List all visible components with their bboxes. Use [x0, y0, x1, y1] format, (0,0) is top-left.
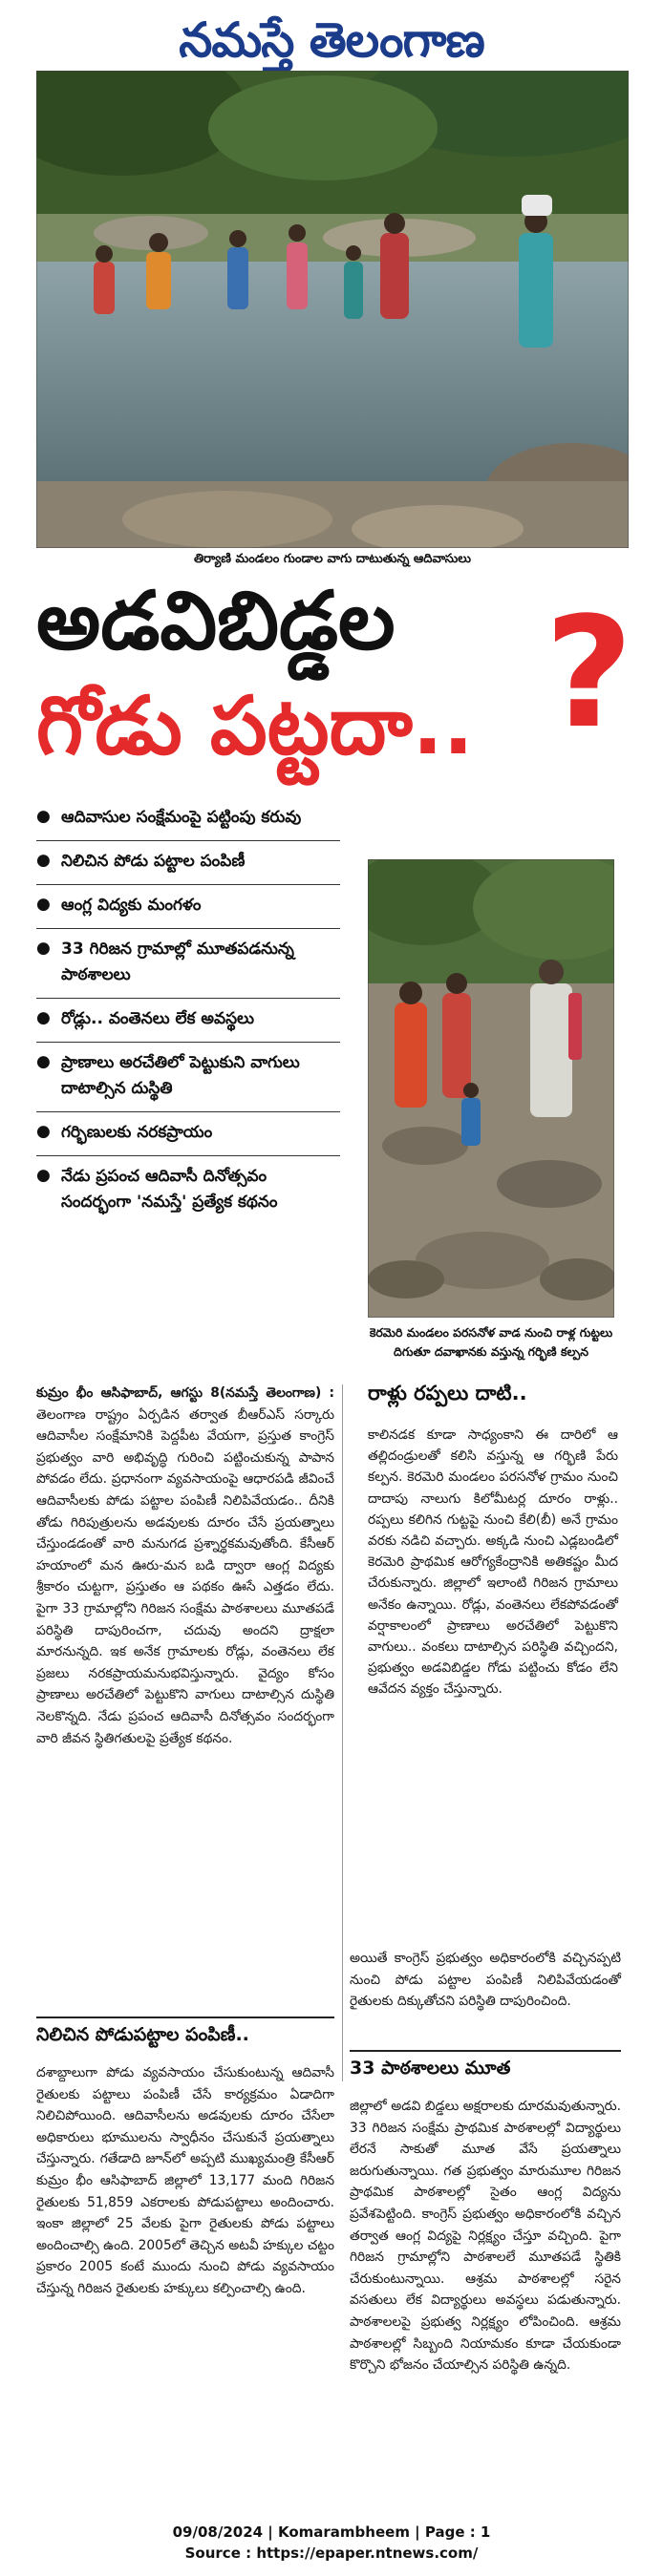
- bullet-item: ● నిలిచిన పోడు పట్టాల పంపిణీ: [36, 841, 340, 885]
- masthead-title: నమస్తే తెలంగాణ: [179, 11, 484, 68]
- bullet-item: ● ప్రాణాలు అరచేతిలో పెట్టుకుని వాగులు దాటాల్సిన దుస్థితి: [36, 1043, 340, 1112]
- side-photo: [368, 859, 614, 1318]
- bullet-item: ● రోడ్లు.. వంతెనలు లేక అవస్థలు: [36, 999, 340, 1043]
- headline-line-1: అడవిబిడ్డల: [36, 574, 396, 667]
- bullet-item: ● 33 గిరిజన గ్రామాల్లో మూతపడనున్న పాఠశాలలు: [36, 929, 340, 999]
- river-crossing-photo: [36, 71, 629, 548]
- lead-dateline: కుమ్రం భీం ఆసిఫాబాద్, ఆగస్టు 8(నమస్తే తెలంగాణ) :: [36, 1385, 334, 1401]
- bullet-item: ● గర్భిణులకు నరకప్రాయం: [36, 1112, 340, 1156]
- rocky-path-photo: [368, 859, 614, 1318]
- headline-line-2: గోడు పట్టదా..: [36, 679, 474, 772]
- footer-source: Source : https://epaper.ntnews.com/: [184, 2544, 479, 2562]
- column-divider: [342, 1384, 343, 2081]
- bullet-item: ● ఆదివాసుల సంక్షేమంపై పట్టింపు కరువు: [36, 797, 340, 841]
- footer-date-edition: 09/08/2024 | Komarambheem | Page : 1: [172, 2523, 491, 2541]
- section-right-heading: 33 పాఠశాలలు మూత: [350, 2058, 511, 2079]
- section-left-rule: [36, 2016, 334, 2018]
- section-left-heading: నిలిచిన పోడుపట్టాల పంపిణీ..: [36, 2024, 249, 2045]
- top-photo-caption: తిర్యాణి మండలం గుండాల వాగు దాటుతున్న ఆదివాసులు: [193, 552, 472, 566]
- side-photo-caption: కెరమెరి మండలం పరసనోళ వాడ నుంచి రాళ్ల గుట్టలు దిగుతూ దవాఖానకు వస్తున్న గర్భిణి కల్పన: [369, 1325, 613, 1359]
- side-story-heading: రాళ్లు రప్పలు దాటి..: [368, 1382, 527, 1404]
- side-story-text: కాలినడక కూడా సాధ్యంకాని ఈ దారిలో ఆ తల్లిదండ్రులతో కలిసి వస్తున్న ఆ గర్భిణి పేరు కల్పన. కెరమెరి మండలం పరసనోళ గ్రామం నుంచి దాదాపు నాలుగు కిలోమీటర్ల దూరం రాళ్లు.. రప్పలు కలిగిన గుట్టపై నుంచి కేలి(బీ) అనే గ్రామం వరకు నడిచి వచ్చారు. అక్కడి నుంచి ఎడ్లబండిలో కెరమెరి ప్రాథమిక ఆరోగ్యకేంద్రానికి అతికష్టం మీద చేరుకున్నారు. జిల్లాలో ఇలాంటి గిరిజన గ్రామాలు అనేకం ఉన్నాయి. రోడ్లు, వంతెనలు లేకపోవడంతో వర్షాకాలంలో ప్రాణాలు అరచేతిలో పెట్టుకొని వాగులు.. వంకలు దాటాల్సిన పరిస్థితి వచ్చిందని, ప్రభుత్వం అడవిబిడ్డల గోడు పట్టించు కోడం లేని ఆవేదన వ్యక్తం చేస్తున్నారు.: [368, 1427, 618, 1698]
- bullet-item: ● ఆంగ్ల విద్యకు మంగళం: [36, 885, 340, 929]
- bullet-list: [36, 797, 340, 1225]
- lead-story: [36, 1383, 334, 2013]
- top-photo: [36, 71, 629, 548]
- headline-question-mark: ?: [545, 583, 633, 762]
- section-left-text: దశాబ్దాలుగా పోడు వ్యవసాయం చేసుకుంటున్న ఆదివాసీ రైతులకు పట్టాలు పంపిణీ చేసే కార్యక్రమం ఏడాదిగా నిలిచిపోయింది. ఆదివాసీలను అడవులకు దూరం చేసేలా అధికారులు భూములను స్వాధీనం చేసుకునే ప్రయత్నాలు చేస్తున్నారు. గతేడాది జూన్‌లో అప్పటి ముఖ్యమంత్రి కేసీఆర్ కుమ్రం భీం ఆసిఫాబాద్ జిల్లాలో 13,177 మంది గిరిజన రైతులకు 51,859 ఎకరాలకు పోడుపట్టాలు అందించారు. ఇంకా జిల్లాలో 25 వేలకు పైగా రైతులకు పోడు పట్టాలు అందించాల్సి ఉంది. 2005లో తెచ్చిన అటవీ హక్కుల చట్టం ప్రకారం 2005 కంటే ముందు నుంచి పోడు వ్యవసాయం చేస్తున్న గిరిజన రైతులకు హక్కులు కల్పించాల్సి ఉంది.: [36, 2065, 334, 2296]
- section-right-rule: [350, 2050, 621, 2052]
- lead-story-text: తెలంగాణ రాష్ట్రం ఏర్పడిన తర్వాత బీఆర్‌ఎస్ సర్కారు ఆదివాసీల సంక్షేమానికి పెద్దపీట వేయగా, ప్రస్తుత కాంగ్రెస్ ప్రభుత్వం వారి అభివృద్ధి గురించి పట్టించుకున్న పాపాన పోవడం లేదు. ప్రధానంగా వ్యవసాయంపై ఆధారపడి జీవించే ఆదివాసీలకు పోడు పట్టాల పంపిణీ నిలిపివేయడం.. దీనికి తోడు గిరిపుత్రులను అడవులకు దూరం చేసే ప్రయత్నాలు చేస్తుండడంతో వారి మనుగడ ప్రశ్నార్థకమవుతోంది. కేసీఆర్ హయాంలో మన ఊరు-మన బడి ద్వారా ఆంగ్ల విద్యకు శ్రీకారం చుట్టగా, ప్రస్తుతం ఆ పథకం ఊసే ఎత్తడం లేదు. పైగా 33 గ్రామాల్లోని గిరిజన సంక్షేమ పాఠశాలలు మూతపడే పరిస్థితి దాపురించగా, చదువు అందని ద్రాక్షలా మారనున్నది. ఇక అనేక గ్రామాలకు రోడ్లు, వంతెనలు లేక ప్రజలు నరకప్రాయమనుభవిస్తున్నారు. వైద్యం కోసం ప్రాణాలు అరచేతిలో పెట్టుకొని వాగులు దాటాల్సిన దుస్థితి నెలకొన్నది. నేడు ప్రపంచ ఆదివాసీ దినోత్సవం సందర్భంగా వారి జీవన స్థితిగతులపై ప్రత్యేక కథనం.: [36, 1406, 334, 1746]
- right-intro-text: అయితే కాంగ్రెస్ ప్రభుత్వం అధికారంలోకి వచ్చినప్పటి నుంచి పోడు పట్టాల పంపిణీ నిలిపివేయడంతో రైతులకు దిక్కుతోచని పరిస్థితి దాపురించింది.: [350, 1951, 621, 2010]
- section-right-text: జిల్లాలో అడవి బిడ్డలు అక్షరాలకు దూరమవుతున్నారు. 33 గిరిజన సంక్షేమ ప్రాథమిక పాఠశాలల్లో విద్యార్థులు లేరనే సాకుతో మూత వేసే ప్రయత్నాలు జరుగుతున్నాయి. గత ప్రభుత్వం మారుమూల గిరిజన ప్రాథమిక పాఠశాలల్లో సైతం ఆంగ్ల విద్యను ప్రవేశపెట్టింది. కాంగ్రెస్ ప్రభుత్వం అధికారంలోకి వచ్చిన తర్వాత ఆంగ్ల విద్యపై నిర్లక్ష్యం చేస్తూ వచ్చింది. పైగా గిరిజన గ్రామాల్లోని పాఠశాలలే మూతపడే స్థితికి చేరుకుంటున్నాయి. ఆశ్రమ పాఠశాలల్లో సరైన వసతులు లేక విద్యార్థులు అవస్థలు పడుతున్నారు. పాఠశాలలపై ప్రభుత్వ నిర్లక్ష్యం లోపించింది. ఆశ్రమ పాఠశాలల్లో సిబ్బంది నియామకం కూడా చేయకుండా కొర్చొని భోజనం చేయాల్సిన పరిస్థితి ఉన్నది.: [350, 2099, 621, 2374]
- bullet-item: ● నేడు ప్రపంచ ఆదివాసీ దినోత్సవం సందర్భంగా 'నమస్తే' ప్రత్యేక కథనం: [36, 1156, 340, 1225]
